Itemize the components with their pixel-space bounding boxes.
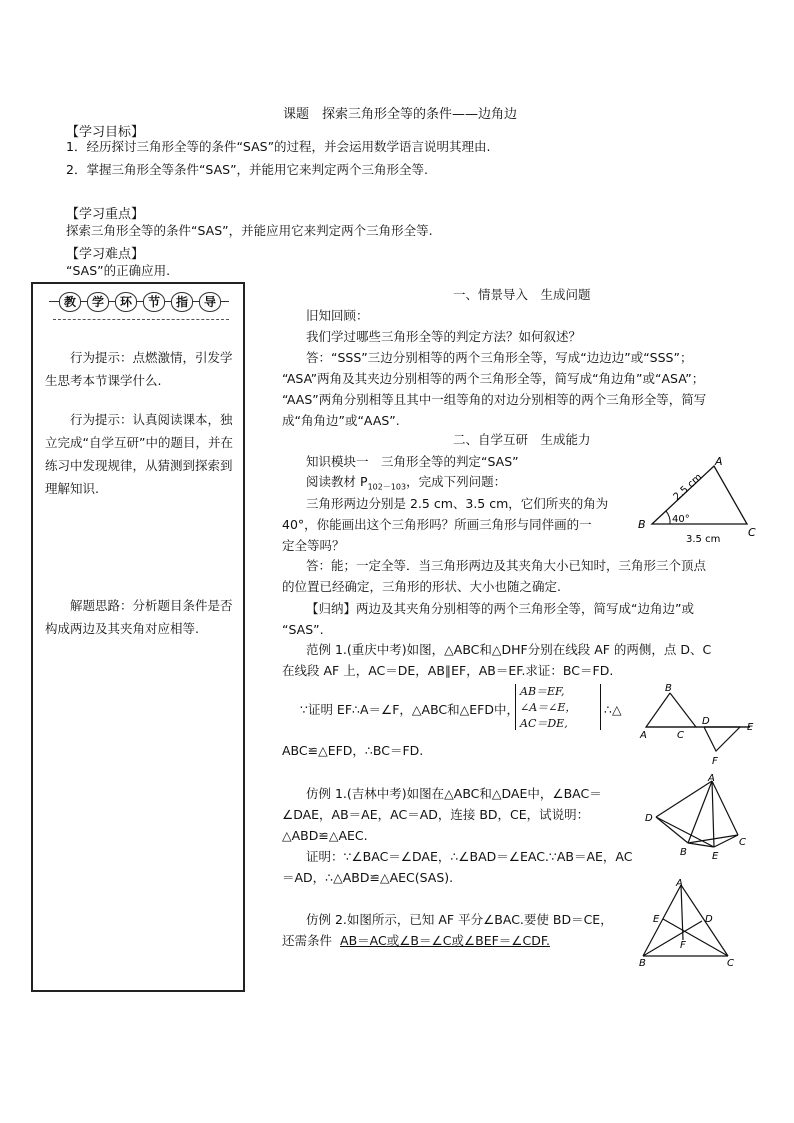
example1-figure xyxy=(636,680,761,768)
fig3-label-d: D xyxy=(645,813,653,824)
system-line-3: AC＝DE, xyxy=(520,717,568,730)
module-title: 知识模块一 三角形全等的判定“SAS” xyxy=(306,454,519,469)
banner-char: 学 xyxy=(87,292,109,312)
answer-line-1: 答：能；一定全等．当三角形两边及其夹角大小已知时，三角形三个顶点 xyxy=(306,558,707,573)
imitation1-proof-2: ＝AD，∴△ABD≌△AEC(SAS). xyxy=(282,870,454,885)
system-line-1: AB＝EF, xyxy=(520,685,565,698)
review-answer-3: “AAS”两角分别相等且其中一组等角的对边分别相等的两个三角形全等，简写 xyxy=(282,392,707,407)
fig2-label-a: A xyxy=(640,730,647,741)
focus-heading: 【学习重点】 xyxy=(66,207,145,222)
fig1-angle: 40° xyxy=(672,514,690,525)
fig4-label-c: C xyxy=(727,958,734,968)
imitation2-answer: AB＝AC或∠B＝∠C或∠BEF＝∠CDF. xyxy=(340,933,551,948)
goal-item-2: 2．掌握三角形全等条件“SAS”，并能用它来判定两个三角形全等. xyxy=(66,162,429,177)
fig1-side-ab: 2.5 cm xyxy=(671,471,705,503)
banner-char: 指 xyxy=(171,292,193,312)
fig4-label-a: A xyxy=(676,878,683,889)
goal-item-1: 1．经历探讨三角形全等的条件“SAS”的过程，并会运用数学语言说明其理由. xyxy=(66,139,491,154)
triangle-sas-figure xyxy=(630,453,770,548)
review-label: 旧知回顾： xyxy=(306,308,369,323)
sidebar-tip-1: 行为提示：点燃激情，引发学生思考本节课学什么. xyxy=(45,350,233,388)
fig4-label-e: E xyxy=(653,914,660,925)
example1-line-2: 在线段 AF 上，AC＝DE，AB∥EF，AB＝EF.求证：BC＝FD. xyxy=(282,663,614,678)
imitation1-proof-1: 证明：∵∠BAC＝∠DAE，∴∠BAD＝∠EAC.∵AB＝AE，AC xyxy=(306,849,633,864)
question-line-3: 定全等吗？ xyxy=(282,538,345,553)
imitation2-line-2 xyxy=(282,931,550,951)
imitation1-line-2: ∠DAE，AB＝AE，AC＝AD，连接 BD，CE，试说明： xyxy=(282,807,590,822)
read-tail: ，完成下列问题： xyxy=(406,474,507,489)
review-answer-1: 答：“SSS”三边分别相等的两个三角形全等，写成“边边边”或“SSS”； xyxy=(306,350,693,365)
read-text: 阅读教材 xyxy=(306,474,357,489)
imitation2-figure xyxy=(633,876,743,968)
banner-char: 导 xyxy=(199,292,221,312)
fig3-label-a: A xyxy=(708,773,715,784)
difficulty-text: “SAS”的正确应用. xyxy=(66,263,171,278)
example1-line-1: 范例 1.(重庆中考)如图，△ABC和△DHF分别在线段 AF 的两侧，点 D、C xyxy=(306,642,712,657)
question-line-2: 40°，你能画出这个三角形吗？所画三角形与同伴画的一 xyxy=(282,517,592,532)
fig4-label-b: B xyxy=(639,958,646,968)
imitation2-prefix: 还需条件 xyxy=(282,933,333,948)
banner-char: 教 xyxy=(59,292,81,312)
imitation1-line-3: △ABD≌△AEC. xyxy=(282,828,368,843)
sidebar-divider xyxy=(53,319,229,320)
read-page-sub: 102－103 xyxy=(367,482,407,492)
teaching-guide-banner xyxy=(59,291,219,313)
fig2-label-e: E xyxy=(747,722,754,733)
banner-char: 环 xyxy=(115,292,137,312)
fig3-label-b: B xyxy=(680,847,687,858)
imitation2-line-1: 仿例 2.如图所示，已知 AF 平分∠BAC.要使 BD＝CE， xyxy=(306,912,613,927)
system-line-2: ∠A＝∠E， xyxy=(520,701,577,714)
system-brace-right xyxy=(596,684,601,730)
sidebar-tip-2: 行为提示：认真阅读课本，独立完成“自学互研”中的题目，并在练习中发现规律，从猜测到探索到理解知识. xyxy=(45,412,233,496)
fig2-label-f: F xyxy=(712,756,718,767)
fig1-side-bc: 3.5 cm xyxy=(686,534,721,545)
fig2-label-d: D xyxy=(702,716,710,727)
focus-text: 探索三角形全等的条件“SAS”，并能应用它来判定两个三角形全等. xyxy=(66,223,433,238)
read-page: P xyxy=(360,474,368,489)
section2-heading: 二、自学互研 生成能力 xyxy=(453,432,591,447)
review-question: 我们学过哪些三角形全等的判定方法？如何叙述？ xyxy=(306,329,582,344)
imitation1-line-1: 仿例 1.(吉林中考)如图在△ABC和△DAE中，∠BAC＝ xyxy=(306,786,602,801)
sidebar-tip-3: 解题思路：分析题目条件是否构成两边及其夹角对应相等. xyxy=(45,598,233,636)
fig3-label-c: C xyxy=(739,837,746,848)
example1-proof-start: ∵证明 EF∴A＝∠F，△ABC和△EFD中， xyxy=(300,702,519,717)
fig1-label-b: B xyxy=(638,518,646,531)
answer-line-2: 的位置已经确定，三角形的形状、大小也随之确定. xyxy=(282,579,561,594)
example1-proof-tail: ∴△ xyxy=(604,702,622,717)
fig2-label-c: C xyxy=(677,730,684,741)
fig4-label-d: D xyxy=(705,914,713,925)
fig4-label-f: F xyxy=(680,940,686,951)
fig3-label-e: E xyxy=(712,851,719,862)
fig2-label-b: B xyxy=(665,683,672,694)
fig1-label-c: C xyxy=(748,526,756,539)
summary-line-1: 【归纳】两边及其夹角分别相等的两个三角形全等，简写成“边角边”或 xyxy=(306,601,694,616)
imitation1-figure xyxy=(642,773,757,863)
banner-char: 节 xyxy=(143,292,165,312)
question-line-1: 三角形两边分别是 2.5 cm、3.5 cm，它们所夹的角为 xyxy=(306,496,609,511)
difficulty-heading: 【学习难点】 xyxy=(66,247,145,262)
review-answer-4: 成“角角边”或“AAS”. xyxy=(282,413,400,428)
section1-heading: 一、情景导入 生成问题 xyxy=(453,287,591,302)
fig1-label-a: A xyxy=(715,455,723,468)
summary-line-2: “SAS”. xyxy=(282,622,324,637)
goals-heading: 【学习目标】 xyxy=(66,125,145,140)
example1-proof-end: ABC≌△EFD，∴BC＝FD. xyxy=(282,743,424,758)
teaching-guide-sidebar xyxy=(31,282,245,992)
lesson-title: 课题 探索三角形全等的条件——边角边 xyxy=(283,107,518,122)
review-answer-2: “ASA”两角及其夹边分别相等的两个三角形全等，简写成“角边角”或“ASA”； xyxy=(282,371,705,386)
